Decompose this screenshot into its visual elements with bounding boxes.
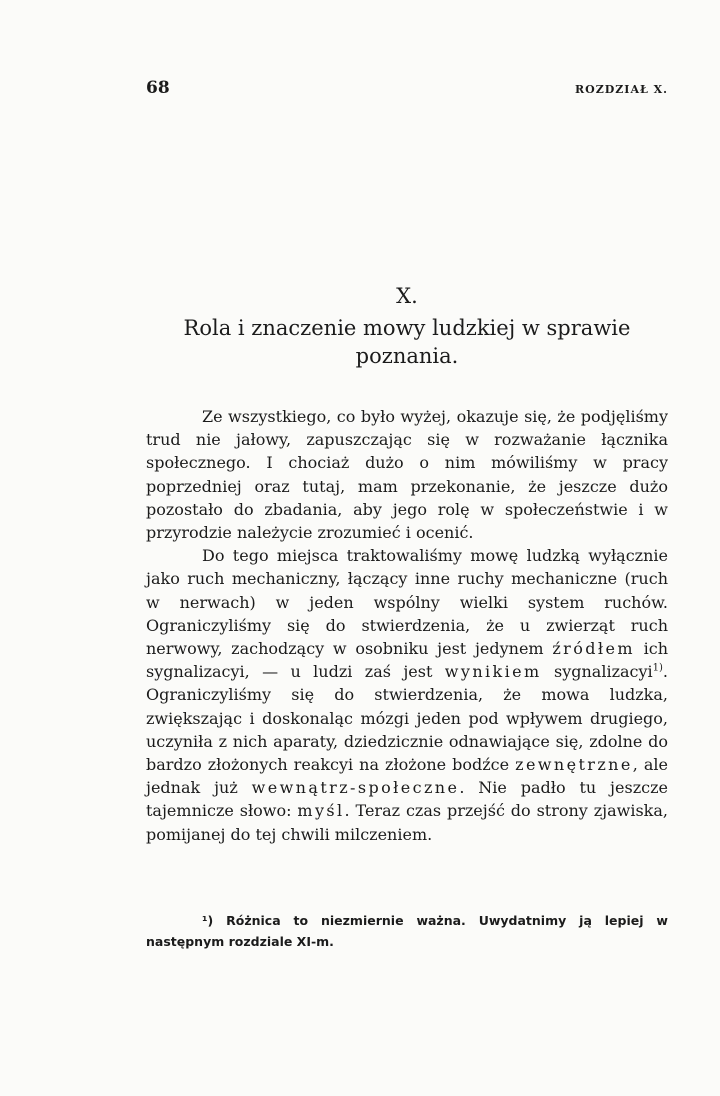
chapter-number: X. bbox=[396, 284, 418, 308]
footnote bbox=[146, 910, 668, 952]
p2-text-e: , ale jednak już bbox=[146, 755, 668, 798]
running-chapter-label: ROZDZIAŁ X. bbox=[574, 83, 668, 96]
p2-text-g: . Teraz czas przejść do strony zjawiska, pomijanej do tej chwili milczeniem. bbox=[146, 801, 669, 844]
emphasis-mysl: myśl bbox=[297, 801, 345, 821]
p2-text-c: sygnalizacyi bbox=[554, 662, 653, 682]
p2-text-f: . Nie padło tu jeszcze tajemnicze słowo: bbox=[146, 778, 668, 821]
chapter-title-line-2: poznania. bbox=[355, 344, 459, 368]
page-number: 68 bbox=[146, 78, 170, 98]
emphasis-wynikiem: wynikiem bbox=[444, 662, 542, 682]
chapter-title bbox=[170, 314, 644, 370]
footnote-reference: 1) bbox=[652, 662, 663, 674]
running-head bbox=[146, 78, 668, 98]
p2-text-d: . Ograniczyliśmy się do stwierdzenia, że mowa ludzka, zwiększając i doskonaląc mózgi jeden pod wpływem drugiego, uczyniła z nich aparaty, dziedzicznie odnawiające się, zdolne do bardzo złożonych reakcyi na złożone bodźce bbox=[146, 662, 669, 775]
p2-text-b: ich sygnalizacyi, — u ludzi zaś jest bbox=[146, 639, 668, 682]
body-text bbox=[146, 405, 668, 846]
footnote-text: Różnica to niezmiernie ważna. Uwydatnimy ją lepiej w następnym rozdziale XI-m. bbox=[146, 913, 668, 949]
footnote-mark: ¹) bbox=[202, 913, 214, 928]
chapter-title-line-1: Rola i znaczenie mowy ludzkiej w sprawie bbox=[183, 316, 631, 340]
emphasis-zewnetrzne: zewnętrzne bbox=[515, 755, 633, 775]
paragraph-2 bbox=[146, 544, 668, 846]
paragraph-1: Ze wszystkiego, co było wyżej, okazuje się, że podjęliśmy trud nie jałowy, zapuszczając się w rozważanie łącznika społecznego. I chociaż dużo o nim mówiliśmy w pracy poprzedniej oraz tutaj, mam przekonanie, że jeszcze dużo pozostało do zbadania, aby jego rolę w społeczeństwie i w przyrodzie należycie zrozumieć i ocenić. bbox=[146, 407, 668, 543]
emphasis-wewnatrz-spoleczne: wewnątrz-społeczne bbox=[251, 778, 460, 798]
p2-text-a: Do tego miejsca traktowaliśmy mowę ludzką wyłącznie jako ruch mechaniczny, łączący inne ruchy mechaniczne (ruch w nerwach) w jeden wspólny wielki system ruchów. Ograniczyliśmy się do stwierdzenia, że u zwierząt ruch nerwowy, zachodzący w osobniku jest jedynem bbox=[146, 546, 668, 659]
emphasis-zrodlem: źródłem bbox=[552, 639, 635, 659]
